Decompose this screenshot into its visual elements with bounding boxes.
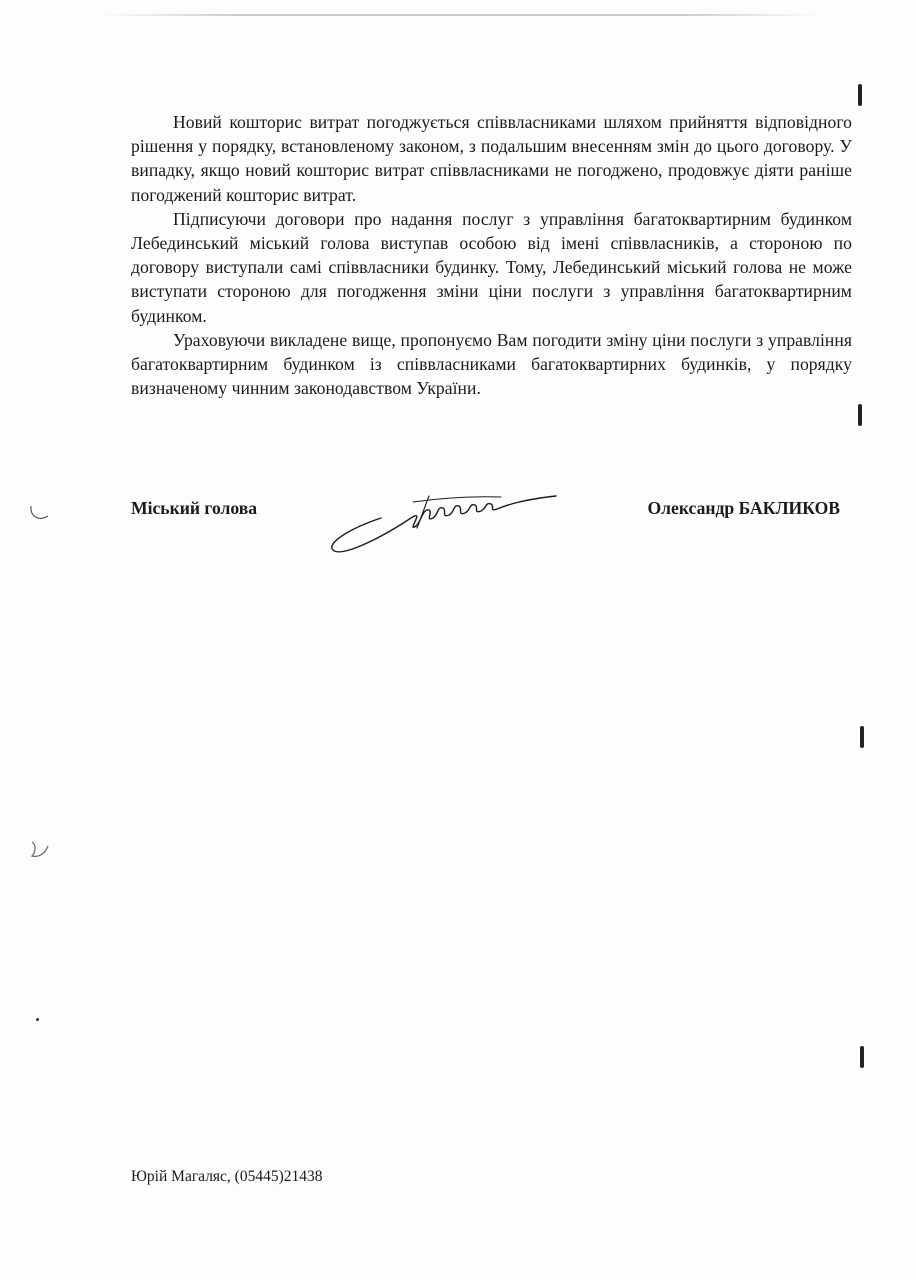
edge-mark-1 xyxy=(858,84,862,106)
edge-mark-2 xyxy=(858,404,862,426)
scan-top-edge xyxy=(100,14,820,16)
punch-hole-mark-top xyxy=(26,500,54,526)
letter-body xyxy=(131,110,852,400)
paragraph-proposal: Ураховуючи викладене вище, пропонуємо Вам погодити зміну ціни послуги з управління багатоквартирним будинком із співвласниками багатоквартирних будинків, у порядку визначеному чинним законодавством України. xyxy=(131,329,852,399)
signatory-name: Олександр БАКЛИКОВ xyxy=(647,498,840,518)
signature-block xyxy=(131,494,852,574)
paragraph-contracts: Підписуючи договори про надання послуг з управління багатоквартирним будинком Лебединський міський голова виступав особою від імені співвласників, а стороною по договору виступали самі співвласники будинку. Тому, Лебединський міський голова не може виступати стороною для погодження зміни ціни послуги з управління багатоквартирним будинком. xyxy=(131,208,852,326)
edge-mark-4 xyxy=(860,1046,864,1068)
edge-mark-3 xyxy=(860,726,864,748)
paragraph-budget-approval: Новий кошторис витрат погоджується співвласниками шляхом прийняття відповідного рішення у порядку, встановленому законом, з подальшим внесенням змін до цього договору. У випадку, якщо новий кошторис витрат співвласниками не погоджено, продовжує діяти раніше погоджений кошторис витрат. xyxy=(131,112,852,205)
signatory-title: Міський голова xyxy=(131,498,258,518)
handwritten-signature xyxy=(321,488,561,558)
punch-hole-mark-bottom xyxy=(26,836,54,862)
dust-speck xyxy=(36,1018,39,1021)
contact-line: Юрій Магаляс, (05445)21438 xyxy=(131,1168,323,1185)
